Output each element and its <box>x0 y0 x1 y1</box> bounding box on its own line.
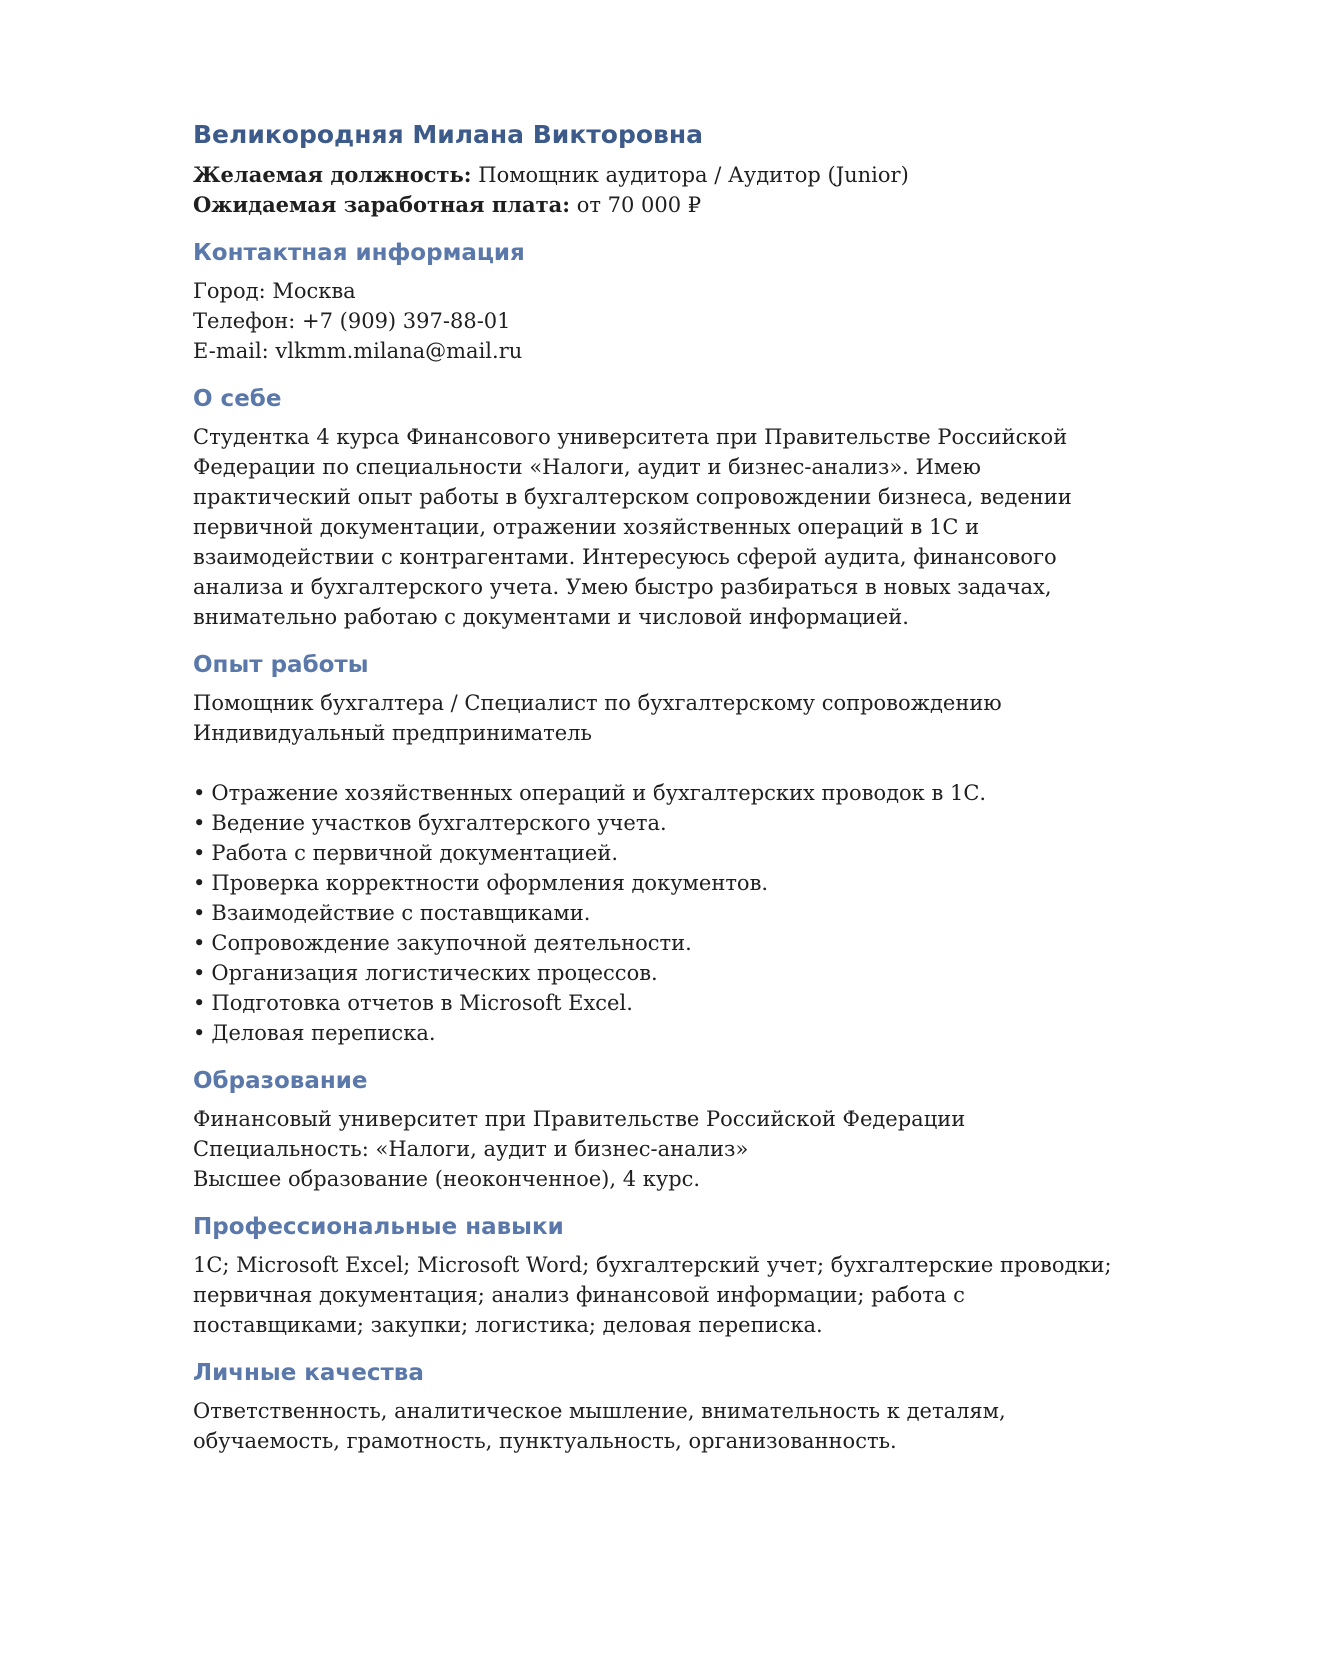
about-heading: О себе <box>193 386 282 412</box>
desired-position-label: Желаемая должность: <box>193 162 472 187</box>
spacer <box>193 748 1123 778</box>
job-title: Помощник бухгалтера / Специалист по бухгалтерскому сопровождению <box>193 691 1002 715</box>
bullet-icon: • <box>193 781 206 805</box>
bullet-icon: • <box>193 811 206 835</box>
education-specialty: Специальность: «Налоги, аудит и бизнес-анализ» <box>193 1137 749 1161</box>
duty-item <box>193 868 1123 898</box>
duty-text: Организация логистических процессов. <box>211 961 658 985</box>
duty-item <box>193 928 1123 958</box>
skills-heading: Профессиональные навыки <box>193 1214 564 1240</box>
bullet-icon: • <box>193 871 206 895</box>
duty-item <box>193 838 1123 868</box>
duties-list <box>193 778 1123 1048</box>
qualities-heading: Личные качества <box>193 1360 424 1386</box>
about-text: Студентка 4 курса Финансового университета при Правительстве Российской Федерации по специальности «Налоги, аудит и бизнес-анализ». Имею практический опыт работы в бухгалтерском сопровождении бизнеса, ведении первичной документации, отражении хозяйственных операций в 1С и взаимодействии с контрагентами. Интересуюсь сферой аудита, финансового анализа и бухгалтерского учета. Умею быстро разбираться в новых задачах, внимательно работаю с документами и числовой информацией. <box>193 425 1072 629</box>
duty-item <box>193 778 1123 808</box>
bullet-icon: • <box>193 991 206 1015</box>
skills-text: 1С; Microsoft Excel; Microsoft Word; бухгалтерский учет; бухгалтерские проводки; первичная документация; анализ финансовой информации; работа с поставщиками; закупки; логистика; деловая переписка. <box>193 1253 1112 1337</box>
experience-heading: Опыт работы <box>193 652 369 678</box>
desired-position-value: Помощник аудитора / Аудитор (Junior) <box>478 163 909 187</box>
duty-text: Подготовка отчетов в Microsoft Excel. <box>211 991 633 1015</box>
duty-text: Ведение участков бухгалтерского учета. <box>211 811 667 835</box>
duty-item <box>193 898 1123 928</box>
duty-text: Отражение хозяйственных операций и бухгалтерских проводок в 1С. <box>211 781 987 805</box>
resume-document <box>193 118 1123 1456</box>
duty-item <box>193 1018 1123 1048</box>
bullet-icon: • <box>193 841 206 865</box>
qualities-text: Ответственность, аналитическое мышление, внимательность к деталям, обучаемость, грамотность, пунктуальность, организованность. <box>193 1399 1006 1453</box>
duty-item <box>193 808 1123 838</box>
job-employer: Индивидуальный предприниматель <box>193 721 592 745</box>
bullet-icon: • <box>193 931 206 955</box>
contact-email: E-mail: vlkmm.milana@mail.ru <box>193 339 523 363</box>
duty-item <box>193 958 1123 988</box>
bullet-icon: • <box>193 1021 206 1045</box>
duty-text: Деловая переписка. <box>211 1021 436 1045</box>
duty-text: Взаимодействие с поставщиками. <box>211 901 591 925</box>
expected-salary-line <box>193 190 1123 220</box>
contacts-heading: Контактная информация <box>193 240 525 266</box>
education-heading: Образование <box>193 1068 368 1094</box>
bullet-icon: • <box>193 961 206 985</box>
education-level: Высшее образование (неоконченное), 4 курс. <box>193 1167 701 1191</box>
duty-text: Сопровождение закупочной деятельности. <box>211 931 692 955</box>
duty-text: Работа с первичной документацией. <box>211 841 619 865</box>
bullet-icon: • <box>193 901 206 925</box>
desired-position-line <box>193 160 1123 190</box>
duty-text: Проверка корректности оформления документов. <box>211 871 769 895</box>
contact-city: Город: Москва <box>193 279 356 303</box>
expected-salary-label: Ожидаемая заработная плата: <box>193 192 570 217</box>
education-university: Финансовый университет при Правительстве Российской Федерации <box>193 1107 966 1131</box>
candidate-name: Великородняя Милана Викторовна <box>193 120 703 149</box>
expected-salary-value: от 70 000 ₽ <box>576 193 702 217</box>
duty-item <box>193 988 1123 1018</box>
contact-phone: Телефон: +7 (909) 397-88-01 <box>193 309 511 333</box>
